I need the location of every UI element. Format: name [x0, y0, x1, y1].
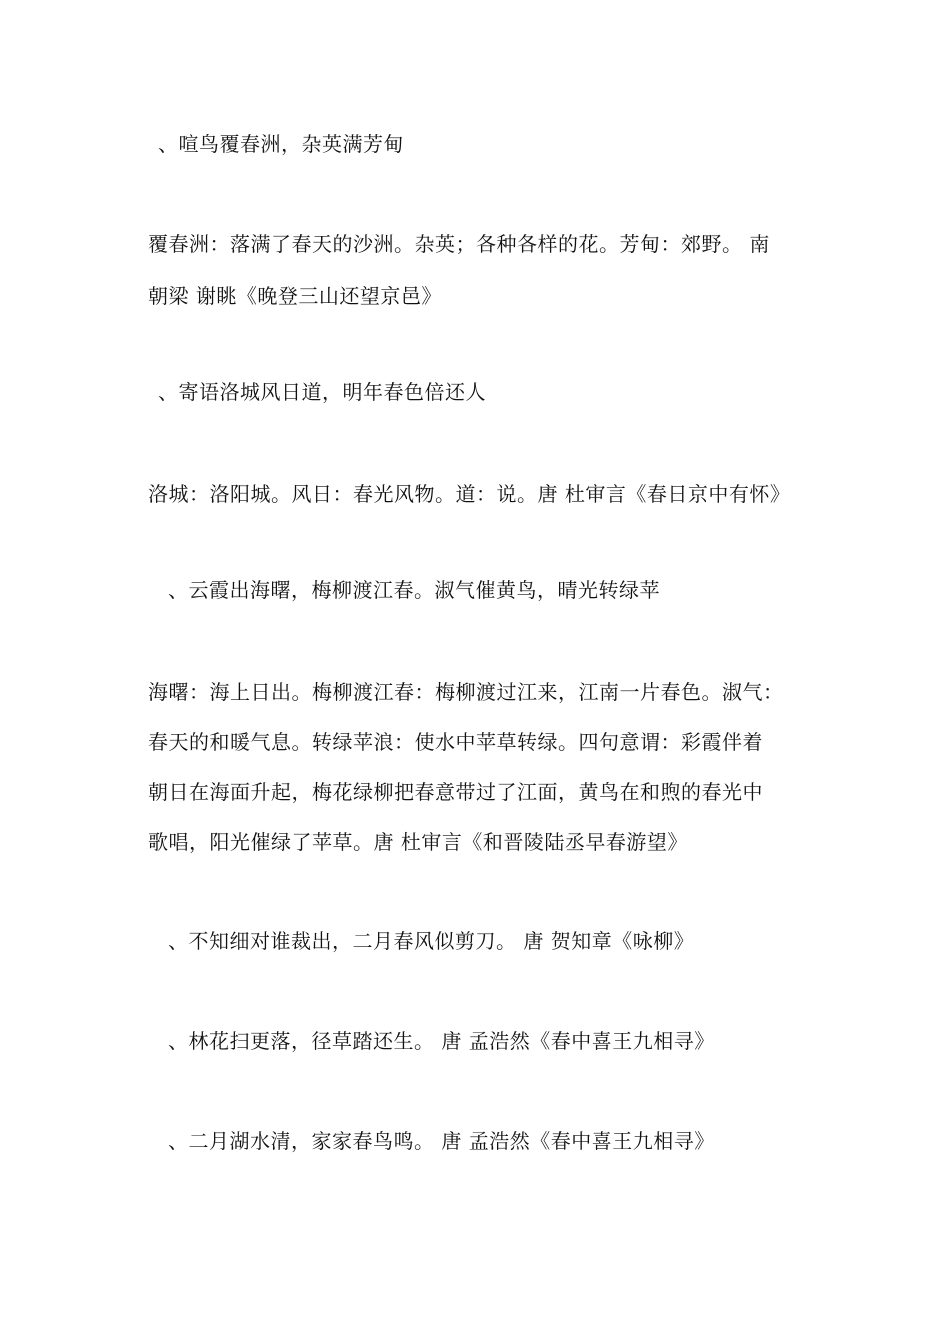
annotation-3-line-4: 歌唱，阳光催绿了苹草。唐 杜审言《和晋陵陆丞早春游望》 [148, 830, 688, 854]
annotation-2-line-1: 洛城：洛阳城。风日：春光风物。道：说。唐 杜审言《春日京中有怀》 [148, 482, 791, 506]
poem-line-1: 、喧鸟覆春洲，杂英满芳甸 [158, 132, 404, 156]
poem-line-2: 、寄语洛城风日道，明年春色倍还人 [158, 380, 486, 404]
annotation-3-line-1: 海曙：海上日出。梅柳渡江春：梅柳渡过江来，江南一片春色。淑气： [148, 680, 784, 704]
poem-line-3: 、云霞出海曙，梅柳渡江春。淑气催黄鸟，晴光转绿苹 [168, 578, 660, 602]
poem-line-5: 、林花扫更落，径草踏还生。 唐 孟浩然《春中喜王九相寻》 [168, 1029, 715, 1053]
annotation-3-line-3: 朝日在海面升起，梅花绿柳把春意带过了江面，黄鸟在和煦的春光中 [148, 780, 763, 804]
poem-line-4: 、不知细对谁裁出，二月春风似剪刀。 唐 贺知章《咏柳》 [168, 929, 695, 953]
annotation-1-line-2: 朝梁 谢眺《晚登三山还望京邑》 [148, 284, 442, 308]
annotation-1-line-1: 覆春洲：落满了春天的沙洲。杂英；各种各样的花。芳甸：郊野。 南 [148, 232, 770, 256]
poem-line-6: 、二月湖水清，家家春鸟鸣。 唐 孟浩然《春中喜王九相寻》 [168, 1129, 715, 1153]
annotation-3-line-2: 春天的和暖气息。转绿苹浪：使水中苹草转绿。四句意谓：彩霞伴着 [148, 730, 763, 754]
